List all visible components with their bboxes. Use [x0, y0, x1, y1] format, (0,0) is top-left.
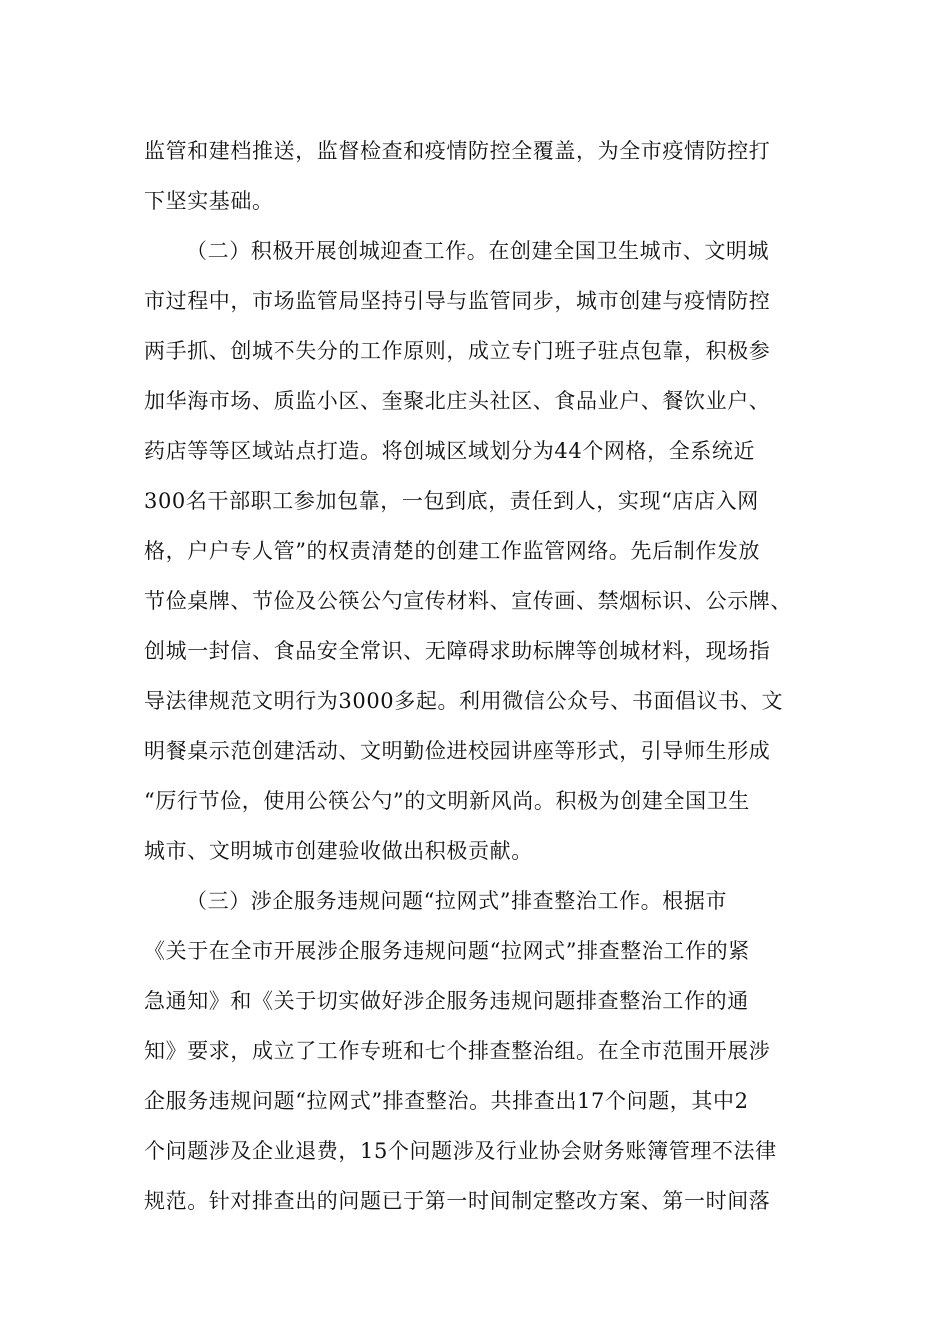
text-line: 个问题涉及企业退费，15个问题涉及行业协会财务账簿管理不法律: [144, 1139, 777, 1163]
text-line: 加华海市场、质监小区、奎聚北庄头社区、食品业户、餐饮业户、: [144, 389, 771, 413]
text-line: 格，户户专人管”的权责清楚的创建工作监管网络。先后制作发放: [144, 539, 761, 563]
section-heading-line: （三）涉企服务违规问题“拉网式”排查整治工作。根据市: [186, 889, 728, 913]
text-line: 急通知》和《关于切实做好涉企服务违规问题排查整治工作的通: [144, 989, 749, 1013]
text-line: 导法律规范文明行为3000多起。利用微信公众号、书面倡议书、文: [144, 689, 784, 713]
text-line: 城市、文明城市创建验收做出积极贡献。: [144, 839, 533, 863]
text-line: 两手抓、创城不失分的工作原则，成立专门班子驻点包靠，积极参: [144, 339, 771, 363]
text-line: 明餐桌示范创建活动、文明勤俭进校园讲座等形式，引导师生形成: [144, 739, 771, 763]
text-line: 药店等等区域站点打造。将创城区域划分为44个网格，全系统近: [144, 439, 756, 463]
text-line: 下坚实基础。: [144, 189, 274, 213]
section-heading-line: （二）积极开展创城迎查工作。在创建全国卫生城市、文明城: [186, 239, 770, 263]
text-line: 《关于在全市开展涉企服务违规问题“拉网式”排查整治工作的紧: [144, 939, 750, 963]
document-body: [144, 126, 806, 1226]
text-line: 节俭桌牌、节俭及公筷公勺宣传材料、宣传画、禁烟标识、公示牌、: [144, 589, 792, 613]
text-line: 300名干部职工参加包靠，一包到底，责任到人，实现“店店入网: [144, 489, 759, 513]
text-line: 企服务违规问题“拉网式”排查整治。共排查出17个问题，其中2: [144, 1089, 749, 1113]
text-line: 规范。针对排查出的问题已于第一时间制定整改方案、第一时间落: [144, 1189, 771, 1213]
text-line: 知》要求，成立了工作专班和七个排查整治组。在全市范围开展涉: [144, 1039, 771, 1063]
text-line: “厉行节俭，使用公筷公勺”的文明新风尚。积极为创建全国卫生: [144, 789, 750, 813]
text-line: 监管和建档推送，监督检查和疫情防控全覆盖，为全市疫情防控打: [144, 139, 771, 163]
text-line: 市过程中，市场监管局坚持引导与监管同步，城市创建与疫情防控: [144, 289, 771, 313]
text-line: 创城一封信、食品安全常识、无障碍求助标牌等创城材料，现场指: [144, 639, 771, 663]
